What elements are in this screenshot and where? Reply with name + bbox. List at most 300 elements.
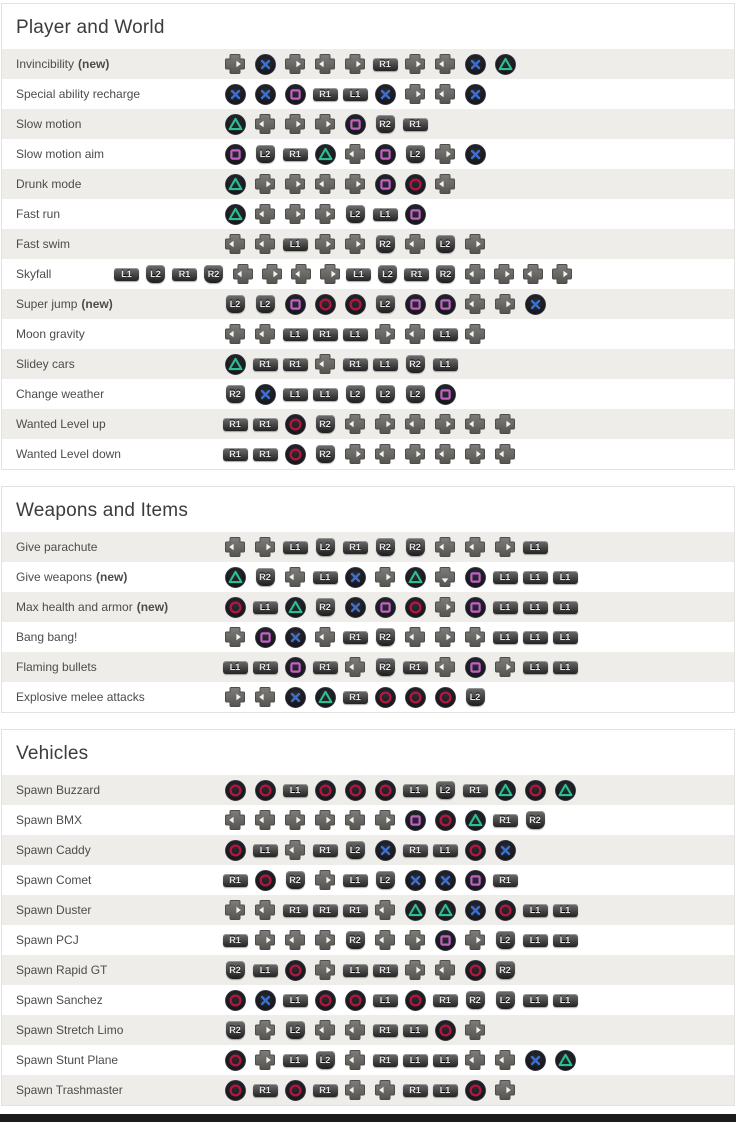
l1-button-icon	[250, 964, 280, 977]
button-sequence	[220, 959, 520, 981]
l1-shoulder-label: L1	[433, 844, 458, 857]
r2-shoulder-label: R2	[436, 265, 455, 283]
r1-shoulder-label: R1	[373, 1054, 398, 1067]
l1-shoulder-label: L1	[253, 601, 278, 614]
section-title: Player and World	[16, 17, 165, 38]
r1-shoulder-label: R1	[343, 691, 368, 704]
right-button-icon	[250, 929, 280, 951]
l1-shoulder-label: L1	[553, 934, 578, 947]
square-button-icon	[400, 810, 430, 831]
cheat-name-label: Spawn Trashmaster	[16, 1083, 123, 1097]
right-button-icon	[315, 263, 344, 285]
l2-shoulder-label: L2	[226, 295, 245, 313]
l1-shoulder-label: L1	[373, 358, 398, 371]
r1-button-icon	[370, 1024, 400, 1037]
cheat-name-label: Super jump (new)	[16, 297, 113, 311]
l1-button-icon	[550, 601, 580, 614]
r1-shoulder-label: R1	[313, 904, 338, 917]
cheat-row-spawn-rapid-gt	[2, 955, 734, 985]
l1-button-icon	[430, 844, 460, 857]
l2-button-icon	[400, 385, 430, 403]
cheat-name-label: Drunk mode	[16, 177, 82, 191]
l1-button-icon	[490, 631, 520, 644]
circle-button-icon	[460, 960, 490, 981]
l1-button-icon	[340, 874, 370, 887]
l1-button-icon	[430, 1084, 460, 1097]
triangle-button-icon	[220, 354, 250, 375]
cross-button-icon	[460, 84, 490, 105]
r1-button-icon	[310, 88, 340, 101]
r2-shoulder-label: R2	[204, 265, 223, 283]
circle-button-icon	[490, 900, 520, 921]
l2-button-icon	[340, 385, 370, 403]
circle-button-icon	[310, 780, 340, 801]
cheat-name-label: Max health and armor (new)	[16, 600, 169, 614]
r1-button-icon	[340, 631, 370, 644]
left-button-icon	[250, 323, 280, 345]
button-sequence	[220, 566, 580, 588]
section-title: Vehicles	[16, 743, 89, 764]
cheat-name-label: Moon gravity	[16, 327, 85, 341]
l1-button-icon	[520, 904, 550, 917]
r1-button-icon	[340, 904, 370, 917]
l1-shoulder-label: L1	[523, 934, 548, 947]
l1-button-icon	[310, 571, 340, 584]
circle-button-icon	[400, 687, 430, 708]
r2-button-icon	[370, 115, 400, 133]
r1-shoulder-label: R1	[253, 418, 278, 431]
l2-shoulder-label: L2	[346, 841, 365, 859]
cheat-name-label: Spawn Buzzard	[16, 783, 101, 797]
l1-shoulder-label: L1	[343, 88, 368, 101]
cheat-row-spawn-sanchez	[2, 985, 734, 1015]
left-button-icon	[490, 1049, 520, 1071]
right-button-icon	[250, 536, 280, 558]
circle-button-icon	[460, 840, 490, 861]
r1-shoulder-label: R1	[313, 88, 338, 101]
cheat-row-slow-motion	[2, 109, 734, 139]
cheat-name-label: Wanted Level down	[16, 447, 121, 461]
l1-shoulder-label: L1	[493, 601, 518, 614]
l1-button-icon	[430, 358, 460, 371]
r1-button-icon	[280, 148, 310, 161]
l1-shoulder-label: L1	[313, 388, 338, 401]
left-button-icon	[310, 626, 340, 648]
l1-button-icon	[340, 88, 370, 101]
button-sequence	[220, 780, 580, 801]
l1-button-icon	[520, 631, 550, 644]
square-button-icon	[400, 294, 430, 315]
r2-button-icon	[310, 445, 340, 463]
right-button-icon	[489, 263, 518, 285]
r1-shoulder-label: R1	[223, 418, 248, 431]
r1-button-icon	[250, 1084, 280, 1097]
r1-shoulder-label: R1	[373, 964, 398, 977]
l1-shoulder-label: L1	[403, 1054, 428, 1067]
r2-shoulder-label: R2	[346, 931, 365, 949]
right-button-icon	[340, 53, 370, 75]
cheat-sections-container	[0, 3, 736, 1106]
cross-button-icon	[370, 84, 400, 105]
right-button-icon	[280, 809, 310, 831]
l1-shoulder-label: L1	[283, 328, 308, 341]
r1-shoulder-label: R1	[313, 328, 338, 341]
right-button-icon	[490, 656, 520, 678]
cheat-row-flaming-bullets	[2, 652, 734, 682]
button-sequence	[220, 596, 580, 618]
l1-shoulder-label: L1	[523, 994, 548, 1007]
r2-shoulder-label: R2	[286, 871, 305, 889]
right-button-icon	[220, 626, 250, 648]
right-button-icon	[490, 536, 520, 558]
l2-shoulder-label: L2	[146, 265, 165, 283]
button-sequence	[220, 113, 430, 135]
r2-button-icon	[370, 628, 400, 646]
l2-shoulder-label: L2	[256, 145, 275, 163]
button-sequence	[220, 929, 580, 951]
cheat-name-label: Slidey cars	[16, 357, 75, 371]
r1-shoulder-label: R1	[253, 661, 278, 674]
right-button-icon	[430, 143, 460, 165]
l1-button-icon	[280, 238, 310, 251]
left-button-icon	[220, 233, 250, 255]
cheat-row-moon-gravity	[2, 319, 734, 349]
button-sequence	[220, 443, 520, 465]
cheat-row-spawn-stretch-limo	[2, 1015, 734, 1045]
new-badge: (new)	[81, 297, 113, 311]
l1-button-icon	[310, 388, 340, 401]
square-button-icon	[460, 870, 490, 891]
left-button-icon	[250, 233, 280, 255]
right-button-icon	[340, 173, 370, 195]
right-button-icon	[280, 113, 310, 135]
l1-shoulder-label: L1	[283, 1054, 308, 1067]
l2-shoulder-label: L2	[286, 1021, 305, 1039]
r1-button-icon	[220, 874, 250, 887]
r2-shoulder-label: R2	[226, 961, 245, 979]
button-sequence	[220, 1079, 520, 1101]
l1-button-icon	[550, 571, 580, 584]
circle-button-icon	[250, 870, 280, 891]
square-button-icon	[400, 204, 430, 225]
right-button-icon	[370, 809, 400, 831]
cheat-name-label: Skyfall	[16, 267, 52, 281]
left-button-icon	[430, 173, 460, 195]
circle-button-icon	[280, 444, 310, 465]
l2-button-icon	[430, 235, 460, 253]
circle-button-icon	[220, 840, 250, 861]
cheat-row-invincibility	[2, 49, 734, 79]
button-sequence	[220, 353, 460, 375]
r2-shoulder-label: R2	[406, 355, 425, 373]
r1-shoulder-label: R1	[343, 358, 368, 371]
right-button-icon	[220, 53, 250, 75]
left-button-icon	[518, 263, 547, 285]
right-button-icon	[490, 293, 520, 315]
r1-shoulder-label: R1	[313, 1084, 338, 1097]
l2-button-icon	[370, 295, 400, 313]
cheat-name-label: Bang bang!	[16, 630, 78, 644]
square-button-icon	[340, 114, 370, 135]
triangle-button-icon	[460, 810, 490, 831]
r1-button-icon	[310, 844, 340, 857]
triangle-button-icon	[400, 900, 430, 921]
r2-shoulder-label: R2	[316, 415, 335, 433]
cheat-row-slidey-cars	[2, 349, 734, 379]
l1-shoulder-label: L1	[433, 1054, 458, 1067]
l2-shoulder-label: L2	[316, 538, 335, 556]
left-button-icon	[430, 53, 460, 75]
button-sequence	[220, 626, 580, 648]
right-button-icon	[310, 809, 340, 831]
left-button-icon	[430, 656, 460, 678]
r1-shoulder-label: R1	[343, 541, 368, 554]
r1-button-icon	[250, 358, 280, 371]
l1-button-icon	[520, 571, 550, 584]
cheat-row-spawn-trashmaster	[2, 1075, 734, 1105]
r1-shoulder-label: R1	[373, 1024, 398, 1037]
l2-button-icon	[250, 295, 280, 313]
r2-button-icon	[400, 355, 430, 373]
r2-shoulder-label: R2	[376, 658, 395, 676]
cheat-name-label: Wanted Level up	[16, 417, 106, 431]
l2-shoulder-label: L2	[256, 295, 275, 313]
r1-button-icon	[402, 268, 431, 281]
l1-button-icon	[490, 571, 520, 584]
left-button-icon	[370, 929, 400, 951]
l1-button-icon	[370, 358, 400, 371]
square-button-icon	[280, 294, 310, 315]
cheat-row-spawn-caddy	[2, 835, 734, 865]
cheat-row-super-jump	[2, 289, 734, 319]
cross-button-icon	[340, 567, 370, 588]
l1-shoulder-label: L1	[283, 994, 308, 1007]
left-button-icon	[286, 263, 315, 285]
right-button-icon	[220, 899, 250, 921]
r2-shoulder-label: R2	[526, 811, 545, 829]
left-button-icon	[460, 323, 490, 345]
l1-shoulder-label: L1	[553, 571, 578, 584]
right-button-icon	[370, 566, 400, 588]
r2-button-icon	[250, 568, 280, 586]
r2-shoulder-label: R2	[226, 1021, 245, 1039]
cheat-row-wanted-level-up	[2, 409, 734, 439]
r1-button-icon	[280, 358, 310, 371]
cheat-name-label: Change weather	[16, 387, 105, 401]
left-button-icon	[430, 536, 460, 558]
left-button-icon	[310, 173, 340, 195]
right-button-icon	[310, 869, 340, 891]
circle-button-icon	[280, 414, 310, 435]
r2-button-icon	[370, 538, 400, 556]
button-sequence	[220, 53, 520, 75]
r1-button-icon	[220, 934, 250, 947]
button-sequence	[220, 656, 580, 678]
cheat-row-slow-motion-aim	[2, 139, 734, 169]
square-button-icon	[220, 144, 250, 165]
circle-button-icon	[460, 1080, 490, 1101]
r1-shoulder-label: R1	[404, 268, 429, 281]
r1-shoulder-label: R1	[172, 268, 197, 281]
cross-button-icon	[460, 54, 490, 75]
triangle-button-icon	[400, 567, 430, 588]
circle-button-icon	[310, 990, 340, 1011]
l1-button-icon	[340, 328, 370, 341]
right-button-icon	[400, 959, 430, 981]
left-button-icon	[340, 1019, 370, 1041]
l1-shoulder-label: L1	[223, 661, 248, 674]
r2-button-icon	[340, 931, 370, 949]
l2-button-icon	[280, 1021, 310, 1039]
cheat-row-give-weapons	[2, 562, 734, 592]
right-button-icon	[370, 323, 400, 345]
l1-shoulder-label: L1	[553, 904, 578, 917]
right-button-icon	[460, 626, 490, 648]
l1-button-icon	[340, 964, 370, 977]
l1-shoulder-label: L1	[283, 238, 308, 251]
l2-shoulder-label: L2	[436, 781, 455, 799]
left-button-icon	[250, 809, 280, 831]
l1-shoulder-label: L1	[403, 784, 428, 797]
r1-shoulder-label: R1	[313, 844, 338, 857]
r1-button-icon	[460, 784, 490, 797]
down-button-icon	[430, 566, 460, 588]
cheat-name-label: Slow motion aim	[16, 147, 105, 161]
left-button-icon	[250, 899, 280, 921]
l1-shoulder-label: L1	[433, 1084, 458, 1097]
l2-button-icon	[310, 1051, 340, 1069]
triangle-button-icon	[310, 144, 340, 165]
cheat-row-drunk-mode	[2, 169, 734, 199]
r1-button-icon	[490, 874, 520, 887]
square-button-icon	[460, 657, 490, 678]
cheat-name-label: Spawn PCJ	[16, 933, 79, 947]
cheat-row-give-parachute	[2, 532, 734, 562]
square-button-icon	[460, 597, 490, 618]
cheat-row-skyfall	[2, 259, 734, 289]
cheat-name-label: Fast swim	[16, 237, 70, 251]
r2-button-icon	[280, 871, 310, 889]
l2-button-icon	[430, 781, 460, 799]
left-button-icon	[370, 899, 400, 921]
l2-shoulder-label: L2	[406, 145, 425, 163]
l1-button-icon	[280, 541, 310, 554]
left-button-icon	[310, 53, 340, 75]
l1-button-icon	[280, 994, 310, 1007]
l1-button-icon	[280, 784, 310, 797]
l1-shoulder-label: L1	[373, 994, 398, 1007]
cross-button-icon	[250, 84, 280, 105]
cross-button-icon	[280, 687, 310, 708]
right-button-icon	[250, 1019, 280, 1041]
l1-shoulder-label: L1	[553, 631, 578, 644]
cheat-row-spawn-pcj	[2, 925, 734, 955]
l2-shoulder-label: L2	[376, 385, 395, 403]
button-sequence	[220, 686, 490, 708]
section-weapons-and-items	[1, 486, 735, 713]
circle-button-icon	[400, 990, 430, 1011]
r1-shoulder-label: R1	[403, 844, 428, 857]
left-button-icon	[340, 1079, 370, 1101]
button-sequence	[220, 1049, 580, 1071]
left-button-icon	[460, 263, 489, 285]
r2-button-icon	[460, 991, 490, 1009]
circle-button-icon	[370, 780, 400, 801]
right-button-icon	[340, 443, 370, 465]
triangle-button-icon	[220, 174, 250, 195]
l1-button-icon	[550, 661, 580, 674]
button-sequence	[220, 809, 550, 831]
l1-shoulder-label: L1	[523, 571, 548, 584]
l1-button-icon	[550, 994, 580, 1007]
right-button-icon	[310, 959, 340, 981]
right-button-icon	[430, 413, 460, 435]
l2-shoulder-label: L2	[436, 235, 455, 253]
right-button-icon	[460, 443, 490, 465]
l1-shoulder-label: L1	[283, 541, 308, 554]
r1-button-icon	[280, 904, 310, 917]
button-sequence	[220, 536, 550, 558]
cross-button-icon	[370, 840, 400, 861]
cheat-name-label: Spawn Rapid GT	[16, 963, 108, 977]
r1-button-icon	[340, 691, 370, 704]
r1-shoulder-label: R1	[313, 661, 338, 674]
left-button-icon	[340, 143, 370, 165]
left-button-icon	[430, 959, 460, 981]
right-button-icon	[280, 173, 310, 195]
right-button-icon	[310, 233, 340, 255]
triangle-button-icon	[310, 687, 340, 708]
l1-shoulder-label: L1	[253, 844, 278, 857]
left-button-icon	[220, 809, 250, 831]
triangle-button-icon	[550, 1050, 580, 1071]
l1-button-icon	[280, 388, 310, 401]
l1-shoulder-label: L1	[283, 388, 308, 401]
cross-button-icon	[340, 597, 370, 618]
cross-button-icon	[250, 990, 280, 1011]
circle-button-icon	[220, 990, 250, 1011]
triangle-button-icon	[430, 900, 460, 921]
left-button-icon	[490, 443, 520, 465]
right-button-icon	[280, 203, 310, 225]
triangle-button-icon	[220, 567, 250, 588]
l2-shoulder-label: L2	[406, 385, 425, 403]
triangle-button-icon	[220, 204, 250, 225]
l1-button-icon	[490, 601, 520, 614]
button-sequence	[220, 990, 580, 1011]
l1-shoulder-label: L1	[343, 874, 368, 887]
right-button-icon	[400, 443, 430, 465]
r1-button-icon	[340, 358, 370, 371]
square-button-icon	[250, 627, 280, 648]
cheat-name-label: Spawn Sanchez	[16, 993, 103, 1007]
circle-button-icon	[310, 294, 340, 315]
cheat-name-label: Fast run	[16, 207, 61, 221]
new-badge: (new)	[136, 600, 169, 614]
right-button-icon	[430, 626, 460, 648]
l1-button-icon	[370, 994, 400, 1007]
cheat-row-spawn-duster	[2, 895, 734, 925]
circle-button-icon	[220, 780, 250, 801]
l2-button-icon	[141, 265, 170, 283]
r2-button-icon	[520, 811, 550, 829]
cheat-name-label: Slow motion	[16, 117, 82, 131]
r2-shoulder-label: R2	[316, 598, 335, 616]
square-button-icon	[430, 294, 460, 315]
cross-button-icon	[520, 294, 550, 315]
r1-button-icon	[490, 814, 520, 827]
button-sequence	[220, 323, 490, 345]
